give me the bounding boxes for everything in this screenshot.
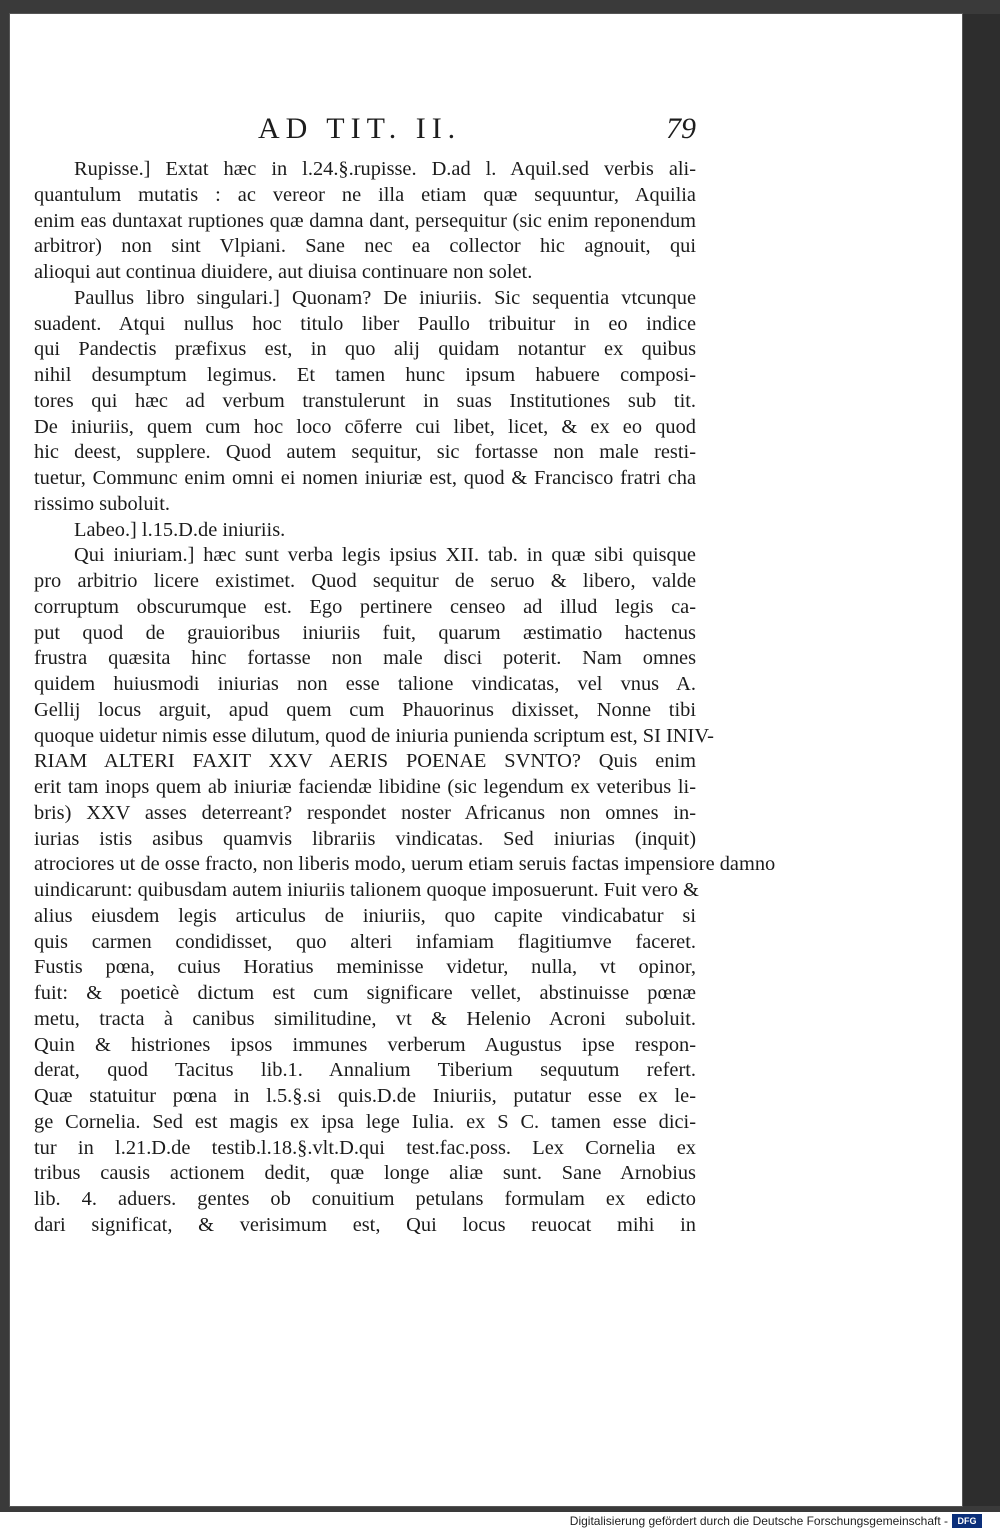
text-line: Rupisse.] Extat hæc in l.24.§.rupisse. D.ad l. Aquil.sed verbis ali- bbox=[74, 158, 696, 180]
folio-number: 79 bbox=[666, 112, 696, 145]
text-line: atrociores ut de osse fracto, non liberis modo, uerum etiam seruis factas impensiore damno bbox=[34, 853, 776, 876]
text-line: tores qui hæc ad verbum transtulerunt in suas Institutiones sub tit. bbox=[34, 389, 696, 412]
scan-right-border bbox=[962, 14, 1000, 1506]
text-line: quoque uidetur nimis esse dilutum, quod de iniuria punienda scriptum est, SI INIV- bbox=[34, 724, 714, 747]
dfg-logo: DFG bbox=[952, 1514, 982, 1528]
text-line: pro arbitrio licere existimet. Quod sequitur de seruo & libero, valde bbox=[34, 570, 696, 592]
text-line: Quæ statuitur pœna in l.5.§.si quis.D.de Iniuriis, putatur esse ex le- bbox=[34, 1085, 696, 1107]
text-line: qui Pandectis præfixus est, in quo alij quidam notantur ex quibus bbox=[34, 338, 696, 361]
text-line: alius eiusdem legis articulus de iniuriis, quo capite vindicabatur si bbox=[34, 904, 696, 927]
text-line: nihil desumptum legimus. Et tamen hunc ipsum habuere composi- bbox=[34, 364, 696, 386]
text-line: De iniuriis, quem cum hoc loco cōferre cui libet, licet, & ex eo quod bbox=[34, 415, 696, 438]
text-line: tur in l.21.D.de testib.l.18.§.vlt.D.qui test.fac.poss. Lex Cornelia ex bbox=[34, 1136, 696, 1159]
text-line: bris) XXV asses deterreant? respondet noster Africanus non omnes in- bbox=[34, 801, 696, 824]
text-line: tribus causis actionem dedit, quæ longe aliæ sunt. Sane Arnobius bbox=[34, 1162, 696, 1185]
text-line: tuetur, Communc enim omni ei nomen iniuriæ est, quod & Francisco fratri cha bbox=[34, 467, 696, 489]
text-line: derat, quod Tacitus lib.1. Annalium Tiberium sequutum refert. bbox=[34, 1059, 696, 1082]
text-line: fuit: & poeticè dictum est cum significare vellet, abstinuisse pœnæ bbox=[34, 982, 696, 1004]
text-line: Fustis pœna, cuius Horatius meminisse videtur, nulla, vt opinor, bbox=[34, 956, 696, 979]
text-line: enim eas duntaxat ruptiones quæ damna dant, persequitur (sic enim reponendum bbox=[34, 209, 696, 232]
text-line: arbitror) non sint Vlpiani. Sane nec ea collector hic agnouit, qui bbox=[34, 235, 696, 258]
text-line: Paullus libro singulari.] Quonam? De iniuriis. Sic sequentia vtcunque bbox=[74, 286, 696, 309]
text-line: suadent. Atqui nullus hoc titulo liber Paullo tribuitur in eo indice bbox=[34, 312, 696, 335]
text-line: uindicarunt: quibusdam autem iniuriis talionem quoque imposuerunt. Fuit vero & bbox=[34, 879, 699, 901]
text-line: quidem huiusmodi iniurias non esse talione vindicatas, vel vnus A. bbox=[34, 673, 696, 695]
text-line: Quin & histriones ipsos immunes verberum Augustus ipse respon- bbox=[34, 1033, 696, 1056]
footer-credit: Digitalisierung gefördert durch die Deutsche Forschungsgemeinschaft - bbox=[569, 1514, 948, 1528]
text-line: corruptum obscurumque est. Ego pertinere censeo ad illud legis ca- bbox=[34, 595, 696, 618]
text-line: put quod de grauioribus iniuriis fuit, quarum æstimatio hactenus bbox=[34, 621, 696, 644]
text-line: hic deest, supplere. Quod autem sequitur, sic fortasse non male resti- bbox=[34, 441, 696, 464]
footer bbox=[0, 1512, 1000, 1532]
text-line: ge Cornelia. Sed est magis ex ipsa lege Iulia. ex S C. tamen esse dici- bbox=[34, 1110, 696, 1133]
text-line: Gellij locus arguit, apud quem cum Phauorinus dixisset, Nonne tibi bbox=[34, 698, 696, 721]
text-line: lib. 4. aduers. gentes ob conuitium petulans formulam ex edicto bbox=[34, 1188, 696, 1210]
text-line: quis carmen condidisset, quo alteri infamiam flagitiumve faceret. bbox=[34, 930, 696, 953]
text-line: rissimo suboluit. bbox=[34, 492, 170, 515]
text-line: dari significat, & verisimum est, Qui locus reuocat mihi in bbox=[34, 1213, 696, 1236]
running-title: AD TIT. II. bbox=[258, 112, 462, 145]
text-line: quantulum mutatis : ac vereor ne illa etiam quæ sequuntur, Aquilia bbox=[34, 183, 696, 206]
text-line: metu, tracta à canibus similitudine, vt & Helenio Acroni suboluit. bbox=[34, 1007, 696, 1030]
text-line: Labeo.] l.15.D.de iniuriis. bbox=[74, 518, 286, 541]
text-block bbox=[34, 157, 776, 1239]
text-line: alioqui aut continua diuidere, aut diuisa continuare non solet. bbox=[34, 261, 533, 283]
text-line: iurias istis asibus quamvis librariis vindicatas. Sed iniurias (inquit) bbox=[34, 827, 696, 850]
text-line: RIAM ALTERI FAXIT XXV AERIS POENAE SVNTO? Quis enim bbox=[34, 750, 696, 773]
text-line: erit tam inops quem ab iniuriæ faciendæ libidine (sic legendum ex veteribus li- bbox=[34, 776, 696, 798]
text-line: frustra quæsita hinc fortasse non male disci poterit. Nam omnes bbox=[34, 647, 696, 670]
text-line: Qui iniuriam.] hæc sunt verba legis ipsius XII. tab. in quæ sibi quisque bbox=[74, 544, 696, 567]
